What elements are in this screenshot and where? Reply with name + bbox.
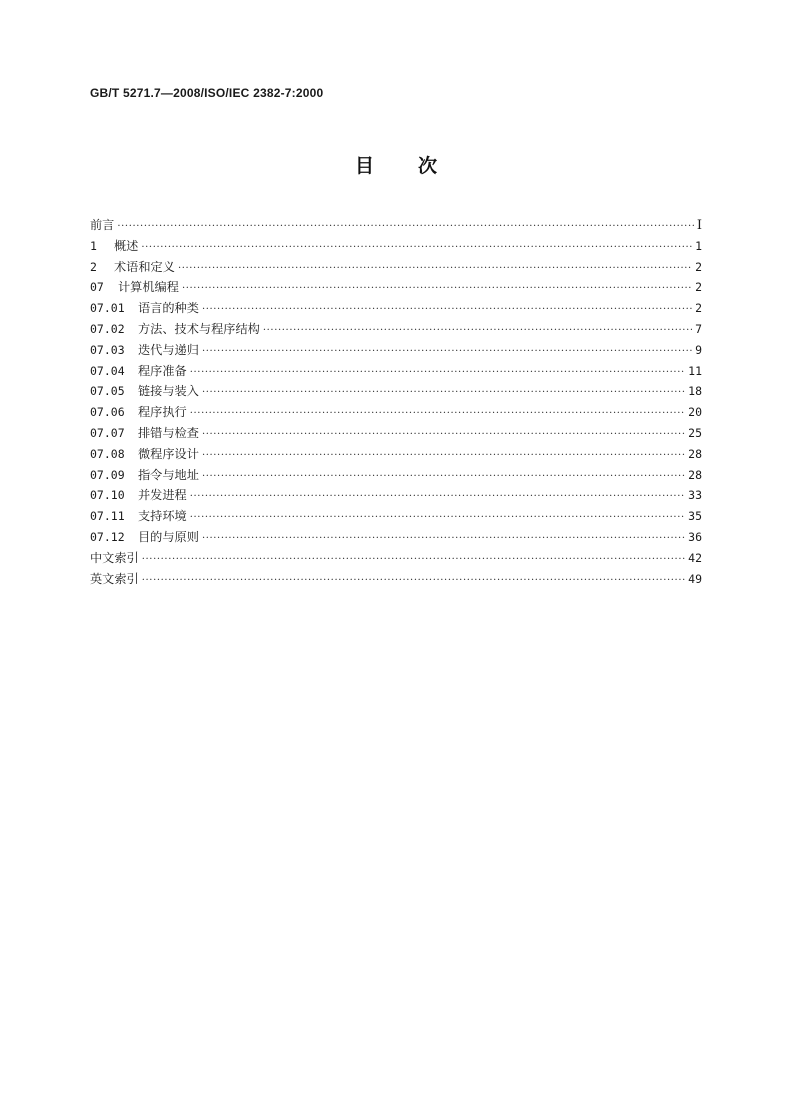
leader-dots — [190, 487, 685, 508]
toc-entry-page: 7 — [695, 321, 702, 336]
toc-entry-label — [90, 257, 178, 278]
toc-entry-07-01[interactable] — [90, 298, 702, 319]
toc-entry-label — [90, 465, 202, 486]
toc-entry-page: Ⅰ — [696, 218, 702, 233]
leader-dots — [202, 446, 685, 467]
toc-entry-number: 07.05 — [90, 384, 125, 399]
toc-entry-title: 前言 — [90, 218, 115, 232]
toc-entry-title: 方法、技术与程序结构 — [138, 321, 260, 336]
toc-entry-page: 9 — [695, 342, 702, 357]
toc-entry-title: 计算机编程 — [118, 280, 179, 295]
toc-entry-number: 07.11 — [90, 509, 125, 524]
toc-entry-label — [90, 236, 141, 257]
title-char-2: 次 — [418, 155, 438, 177]
toc-entry-number: 07.09 — [90, 467, 125, 482]
toc-entry-title: 术语和定义 — [114, 259, 175, 274]
toc-entry-number: 07.02 — [90, 321, 125, 336]
toc-entry-page: 25 — [688, 425, 702, 440]
toc-entry-page: 11 — [688, 363, 702, 378]
toc-entry-title: 支持环境 — [138, 509, 187, 524]
toc-entry-07-06[interactable] — [90, 402, 702, 423]
page-title — [0, 151, 792, 178]
leader-dots — [182, 279, 692, 300]
toc-entry-title: 概述 — [114, 238, 139, 253]
toc-entry-label — [90, 402, 190, 423]
toc-entry-label — [90, 548, 142, 569]
toc-entry-title: 微程序设计 — [138, 446, 199, 461]
leader-dots — [202, 467, 685, 488]
toc-entry-label — [90, 527, 202, 548]
toc-entry-07-05[interactable] — [90, 381, 702, 402]
toc-entry-title: 并发进程 — [138, 488, 187, 503]
toc-entry-title: 指令与地址 — [138, 467, 199, 482]
toc-entry-title: 迭代与递归 — [138, 342, 199, 357]
leader-dots — [202, 529, 685, 550]
toc-entry-number: 07.07 — [90, 425, 125, 440]
toc-entry-page: 42 — [688, 550, 702, 565]
toc-entry-07-11[interactable] — [90, 506, 702, 527]
toc-entry-page: 20 — [688, 405, 702, 420]
toc-entry-page: 36 — [688, 529, 702, 544]
toc-entry-number: 07.12 — [90, 529, 125, 544]
toc-entry-number: 07.03 — [90, 342, 125, 357]
leader-dots — [202, 300, 692, 321]
toc-entry-label — [90, 277, 182, 298]
toc-entry-label — [90, 361, 190, 382]
leader-dots — [202, 342, 692, 363]
toc-entry-title: 排错与检查 — [138, 425, 199, 440]
toc-entry-label — [90, 381, 202, 402]
toc-entry-title: 链接与装入 — [138, 384, 199, 399]
toc-entry-title: 中文索引 — [90, 550, 139, 565]
toc-entry-label — [90, 485, 190, 506]
leader-dots — [178, 259, 692, 280]
toc-entry-page: 28 — [688, 467, 702, 482]
toc-entry-07-10[interactable] — [90, 485, 702, 506]
toc-entry-title: 目的与原则 — [138, 529, 199, 544]
toc-entry-page: 28 — [688, 446, 702, 461]
standard-number-header: GB/T 5271.7—2008/ISO/IEC 2382-7:2000 — [90, 86, 324, 100]
toc-entry-english-index[interactable] — [90, 569, 702, 590]
toc-entry-label — [90, 340, 202, 361]
toc-entry-07-04[interactable] — [90, 361, 702, 382]
toc-entry-label — [90, 319, 263, 340]
toc-entry-page: 2 — [695, 280, 702, 295]
toc-entry-label — [90, 423, 202, 444]
leader-dots — [142, 550, 685, 571]
toc-entry-chinese-index[interactable] — [90, 548, 702, 569]
toc-entry-page: 1 — [695, 238, 702, 253]
toc-entry-number: 1 — [90, 238, 97, 253]
leader-dots — [190, 363, 685, 384]
toc-entry-title: 程序准备 — [138, 363, 187, 378]
toc-entry-page: 2 — [695, 301, 702, 316]
toc-entry-title: 语言的种类 — [138, 301, 199, 316]
toc-entry-number: 07.08 — [90, 446, 125, 461]
toc-entry-07-08[interactable] — [90, 444, 702, 465]
toc-entry-number: 07.06 — [90, 405, 125, 420]
toc-entry-07-03[interactable] — [90, 340, 702, 361]
toc-entry-07[interactable] — [90, 277, 702, 298]
leader-dots — [202, 425, 685, 446]
toc-entry-07-02[interactable] — [90, 319, 702, 340]
toc-entry-label — [90, 215, 117, 236]
toc-entry-07-12[interactable] — [90, 527, 702, 548]
leader-dots — [142, 571, 685, 592]
toc-entry-number: 07 — [90, 280, 104, 295]
toc-entry-number: 2 — [90, 259, 97, 274]
toc-entry-title: 英文索引 — [90, 571, 139, 586]
toc-entry-foreword[interactable] — [90, 215, 702, 236]
toc-entry-page: 18 — [688, 384, 702, 399]
toc-entry-number: 07.10 — [90, 488, 125, 503]
toc-entry-number: 07.04 — [90, 363, 125, 378]
leader-dots — [263, 321, 692, 342]
leader-dots — [190, 404, 685, 425]
toc-entry-07-09[interactable] — [90, 465, 702, 486]
toc-entry-page: 33 — [688, 488, 702, 503]
toc-entry-scope[interactable] — [90, 236, 702, 257]
toc-entry-07-07[interactable] — [90, 423, 702, 444]
toc-entry-title: 程序执行 — [138, 405, 187, 420]
toc-entry-label — [90, 298, 202, 319]
toc-entry-page: 49 — [688, 571, 702, 586]
toc-entry-page: 35 — [688, 509, 702, 524]
toc-entry-label — [90, 506, 190, 527]
toc-entry-number: 07.01 — [90, 301, 125, 316]
leader-dots — [202, 383, 685, 404]
toc-entry-page: 2 — [695, 259, 702, 274]
toc-entry-label — [90, 444, 202, 465]
toc-entry-terms[interactable] — [90, 257, 702, 278]
title-char-1: 目 — [354, 155, 374, 177]
toc-entry-label — [90, 569, 142, 590]
leader-dots — [141, 238, 692, 259]
leader-dots — [190, 508, 685, 529]
table-of-contents — [90, 215, 702, 589]
leader-dots — [117, 217, 693, 238]
